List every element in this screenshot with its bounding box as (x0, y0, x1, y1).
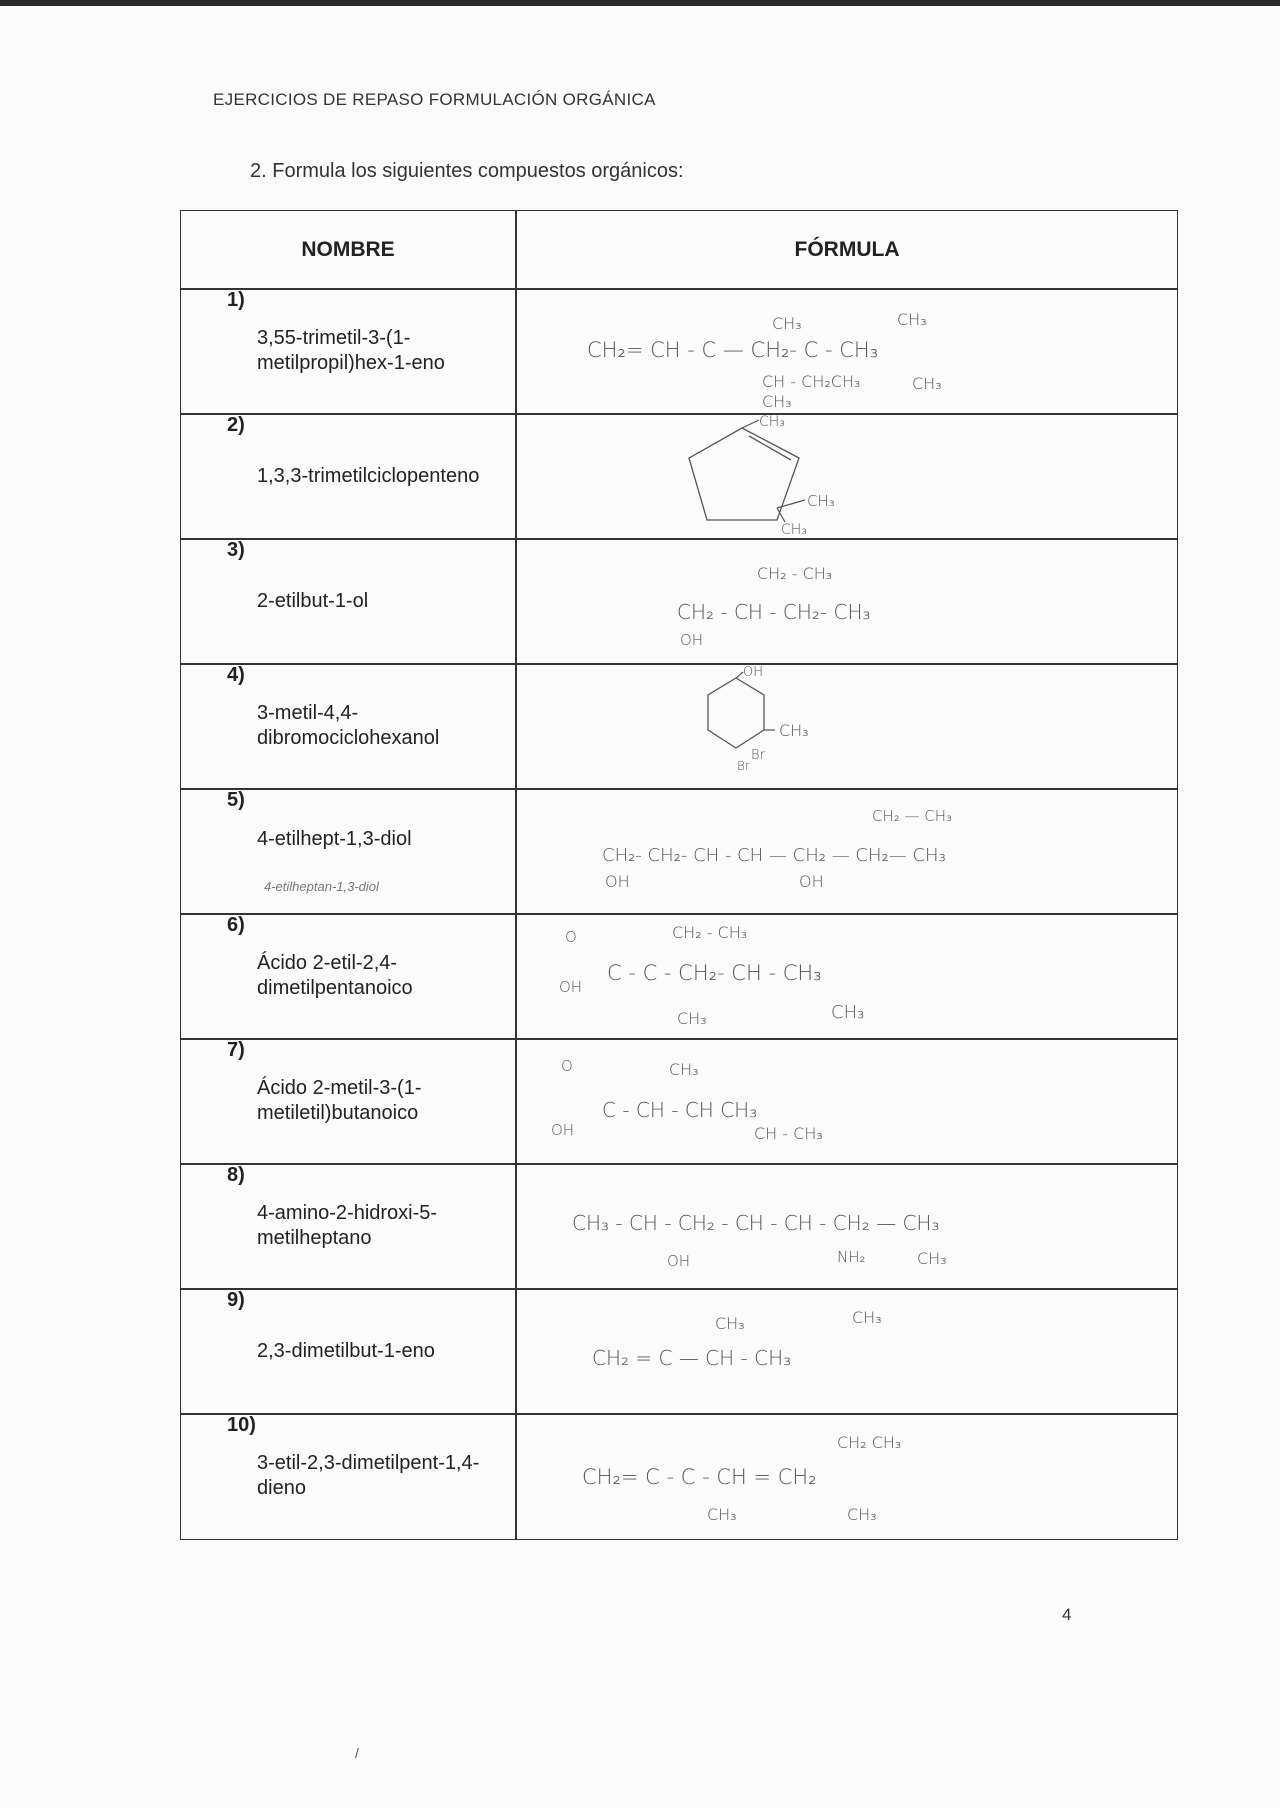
compound-name: 2-etilbut-1-ol (257, 589, 369, 612)
formula-9 (517, 1289, 1177, 1413)
formula-text: CH₃ (707, 1505, 737, 1524)
formula-text: CH₃ (759, 414, 785, 430)
formula-text: OH (743, 665, 764, 680)
compound-name: 1,3,3-trimetilciclopenteno (257, 464, 480, 487)
formula-text: CH₃ (852, 1308, 882, 1327)
formula-3 (517, 539, 1177, 663)
row-number: 6) (227, 914, 245, 936)
compound-name: Ácido 2-metil-3-(1-metiletil)butanoico (257, 1077, 422, 1124)
formula-text: CH₃ (897, 310, 927, 329)
formula-text: CH₂ — CH₃ (872, 807, 953, 825)
compound-name: 4-amino-2-hidroxi-5-metilheptano (257, 1202, 438, 1249)
page-header: EJERCICIOS DE REPASO FORMULACIÓN ORGÁNICA (213, 90, 656, 109)
compound-name: 3,55-trimetil-3-(1-metilpropil)hex-1-eno (257, 327, 445, 374)
column-header-name: NOMBRE (301, 238, 395, 261)
formula-text: Br (751, 748, 765, 763)
methyl-bond (742, 420, 759, 428)
table-row (227, 1414, 497, 1538)
formula-6 (517, 914, 1177, 1038)
oh-bond (736, 672, 743, 678)
formula-1 (517, 289, 1177, 413)
formula-text: OH (799, 872, 824, 891)
formula-text: O (565, 928, 577, 946)
row-number: 8) (227, 1164, 245, 1186)
formula-text: CH₃ (677, 1009, 707, 1028)
table-row (227, 539, 497, 663)
formula-text: Br (737, 759, 750, 773)
formula-text: CH₃ (715, 1314, 745, 1333)
table-row (227, 664, 497, 788)
formula-text: CH - CH₃ (754, 1124, 823, 1143)
formula-text: CH₃ (912, 374, 942, 393)
formula-text: CH₃ (917, 1249, 947, 1268)
table-row (227, 414, 497, 538)
formula-5 (517, 789, 1177, 913)
row-number: 3) (227, 539, 245, 561)
row-number: 2) (227, 414, 245, 436)
formula-text: CH₂ - CH₃ (672, 923, 748, 942)
compounds-table (180, 210, 1178, 1540)
formula-text: CH₃ (669, 1060, 699, 1079)
formula-text: CH₃ - CH - CH₂ - CH - CH - CH₂ — CH₃ (572, 1211, 940, 1235)
column-header-formula: FÓRMULA (794, 238, 900, 261)
row-number: 10) (227, 1414, 256, 1436)
table-row (227, 914, 497, 1038)
compound-name: 2,3-dimetilbut-1-eno (257, 1339, 435, 1362)
formula-8 (517, 1164, 1177, 1288)
table-row (227, 1039, 497, 1163)
formula-text: OH (680, 631, 704, 649)
formula-text: CH - CH₂CH₃ (762, 372, 861, 391)
formula-text: CH₂ = C — CH - CH₃ (592, 1346, 792, 1370)
methyl-bond (777, 500, 805, 508)
compound-name: 3-etil-2,3-dimetilpent-1,4-dieno (257, 1452, 480, 1499)
formula-text: CH₂= C - C - CH = CH₂ (582, 1465, 817, 1489)
row-number: 7) (227, 1039, 245, 1061)
formula-4 (517, 664, 1177, 788)
formula-text: CH₃ (807, 492, 835, 510)
table-row (227, 789, 497, 889)
table-row (227, 289, 497, 413)
row-number: 9) (227, 1289, 245, 1311)
page-number: 4 (1062, 1605, 1072, 1624)
formula-text: OH (559, 978, 583, 996)
formula-text: OH (605, 872, 630, 891)
top-border (0, 0, 1280, 6)
compound-name: 3-metil-4,4-dibromociclohexanol (257, 702, 440, 749)
formula-text: C - C - CH₂- CH - CH₃ (607, 961, 822, 985)
formula-text: CH₃ (847, 1505, 877, 1524)
formula-text: CH₃ (779, 721, 809, 740)
cyclohexane-ring (708, 678, 764, 748)
formula-text: CH₂ - CH - CH₂- CH₃ (677, 600, 871, 624)
exercise-instruction: 2. Formula los siguientes compuestos orgánicos: (250, 160, 684, 182)
formula-text: CH₃ (831, 1002, 865, 1023)
formula-7 (517, 1039, 1177, 1163)
row-number: 5) (227, 789, 245, 811)
formula-text: CH₂- CH₂- CH - CH — CH₂ — CH₂— CH₃ (602, 845, 946, 866)
compound-name: Ácido 2-etil-2,4-dimetilpentanoico (257, 952, 413, 999)
table-row (227, 1164, 497, 1288)
formula-10 (517, 1414, 1177, 1538)
handwritten-note: 4-etilheptan-1,3-diol (264, 879, 379, 894)
compound-name: 4-etilhept-1,3-diol (257, 827, 412, 850)
footer-mark: / (355, 1745, 359, 1761)
formula-text: CH₃ (781, 522, 807, 538)
formula-text: C - CH - CH CH₃ (602, 1098, 758, 1122)
formula-text: CH₃ (762, 392, 792, 411)
formula-text: CH₂ - CH₃ (757, 564, 833, 583)
formula-text: CH₂= CH - C — CH₂- C - CH₃ (587, 338, 879, 362)
formula-text: CH₃ (772, 314, 802, 333)
row-number: 4) (227, 664, 245, 686)
formula-text: OH (667, 1252, 691, 1270)
table-row (227, 1289, 497, 1413)
formula-text: OH (551, 1121, 575, 1139)
formula-2 (517, 414, 1177, 538)
formula-text: CH₂ CH₃ (837, 1433, 902, 1452)
row-number: 1) (227, 289, 245, 311)
formula-text: NH₂ (837, 1248, 866, 1266)
formula-text: O (561, 1057, 573, 1075)
double-bond (749, 436, 791, 460)
